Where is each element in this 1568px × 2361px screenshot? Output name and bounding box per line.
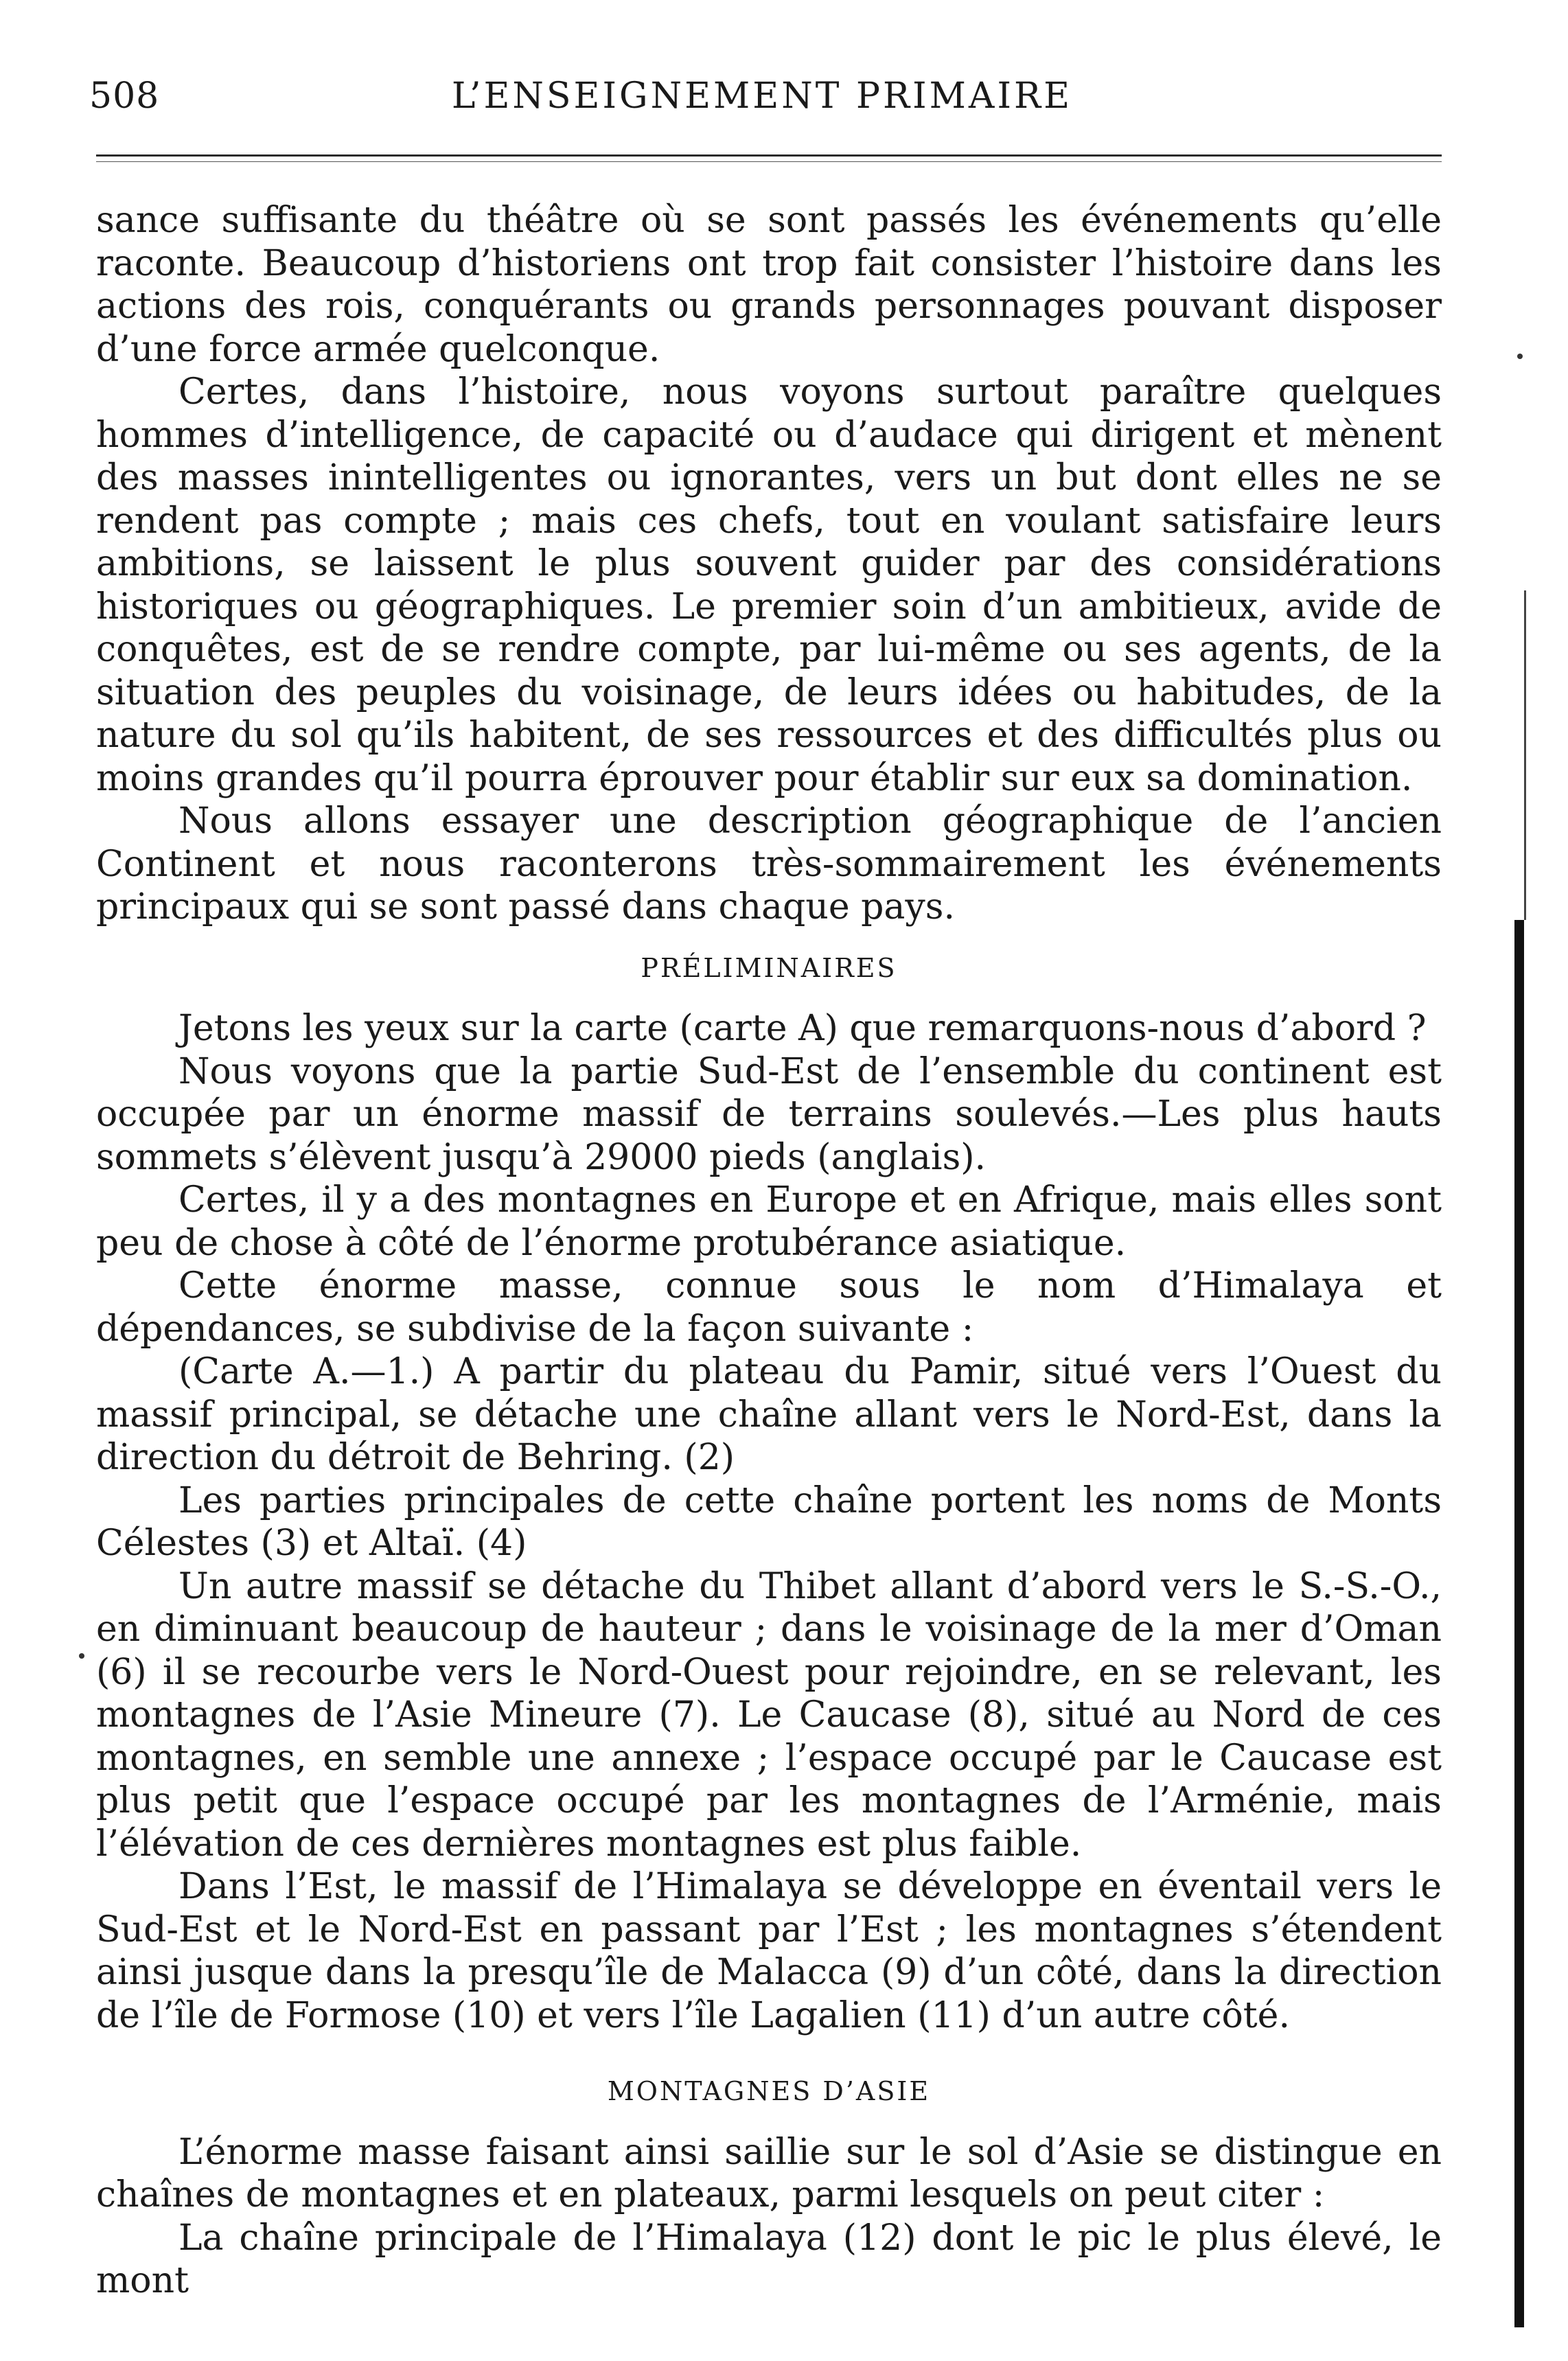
running-title: L’ENSEIGNEMENT PRIMAIRE	[451, 76, 1073, 117]
paragraph: Nous voyons que la partie Sud-Est de l’ensemble du continent est occupée par un énorme massif de terrains soulevés.—Les plus hauts sommets s’élèvent jusqu’à 29000 pieds (anglais).	[96, 1050, 1442, 1178]
paragraph: Un autre massif se détache du Thibet allant d’abord vers le S.-S.-O., en diminuant beaucoup de hauteur ; dans le voisinage de la mer d’Oman (6) il se recourbe vers le Nord-Ouest pour rejoindre, en se relevant, les montagnes de l’Asie Mineure (7). Le Caucase (8), situé au Nord de ces montagnes, en semble une annexe ; l’espace occupé par le Caucase est plus petit que l’espace occupé par les montagnes de l’Arménie, mais l’élévation de ces dernières montagnes est plus faible.	[96, 1565, 1442, 1865]
page-number: 508	[89, 76, 160, 117]
section-title-montagnes-asie: MONTAGNES D’ASIE	[607, 2076, 931, 2106]
paragraph: Les parties principales de cette chaîne portent les noms de Monts Célestes (3) et Altaï. (4)	[96, 1479, 1442, 1564]
scan-speck	[79, 1653, 84, 1659]
page-header	[89, 76, 1435, 124]
paragraph: L’énorme masse faisant ainsi saillie sur le sol d’Asie se distingue en chaînes de montagnes et en plateaux, parmi lesquels on peut citer :	[96, 2131, 1442, 2215]
paragraph: La chaîne principale de l’Himalaya (12) dont le pic le plus élevé, le mont	[96, 2217, 1442, 2301]
header-rule-thin	[96, 161, 1442, 162]
paragraph: Nous allons essayer une description géographique de l’ancien Continent et nous raconterons très-sommairement les événements principaux qui se sont passé dans chaque pays.	[96, 801, 1442, 928]
paragraph: (Carte A.—1.) A partir du plateau du Pamir, situé vers l’Ouest du massif principal, se détache une chaîne allant vers le Nord-Est, dans la direction du détroit de Behring. (2)	[96, 1351, 1442, 1478]
scan-edge-bar	[1514, 920, 1524, 2327]
paragraph: Jetons les yeux sur la carte (carte A) que remarquons-nous d’abord ?	[178, 1008, 1427, 1049]
header-rule	[96, 154, 1442, 157]
scan-edge-line	[1524, 590, 1526, 920]
paragraph: Certes, il y a des montagnes en Europe et en Afrique, mais elles sont peu de chose à côté de l’énorme protubérance asiatique.	[96, 1179, 1442, 1264]
paragraph: Dans l’Est, le massif de l’Himalaya se développe en éventail vers le Sud-Est et le Nord-Est en passant par l’Est ; les montagnes s’étendent ainsi jusque dans la presqu’île de Malacca (9) d’un côté, dans la direction de l’île de Formose (10) et vers l’île Lagalien (11) d’un autre côté.	[96, 1866, 1442, 2036]
paragraph-continuation: sance suffisante du théâtre où se sont passés les événements qu’elle raconte. Beaucoup d’historiens ont trop fait consister l’histoire dans les actions des rois, conquérants ou grands personnages pouvant disposer d’une force armée quelconque.	[96, 200, 1442, 370]
paragraph: Cette énorme masse, connue sous le nom d’Himalaya et dépendances, se subdivise de la façon suivante :	[96, 1265, 1442, 1350]
scan-speck	[1517, 354, 1523, 359]
body-text	[96, 199, 1442, 2303]
paragraph: Certes, dans l’histoire, nous voyons surtout paraître quelques hommes d’intelligence, de capacité ou d’audace qui dirigent et mènent des masses inintelligentes ou ignorantes, vers un but dont elles ne se rendent pas compte ; mais ces chefs, tout en voulant satisfaire leurs ambitions, se laissent le plus souvent guider par des considérations historiques ou géographiques. Le premier soin d’un ambitieux, avide de conquêtes, est de se rendre compte, par lui-même ou ses agents, de la situation des peuples du voisinage, de leurs idées ou habitudes, de la nature du sol qu’ils habitent, de ses ressources et des difficultés plus ou moins grandes qu’il pourra éprouver pour établir sur eux sa domination.	[96, 371, 1442, 799]
section-title-preliminaires: PRÉLIMINAIRES	[641, 952, 897, 983]
